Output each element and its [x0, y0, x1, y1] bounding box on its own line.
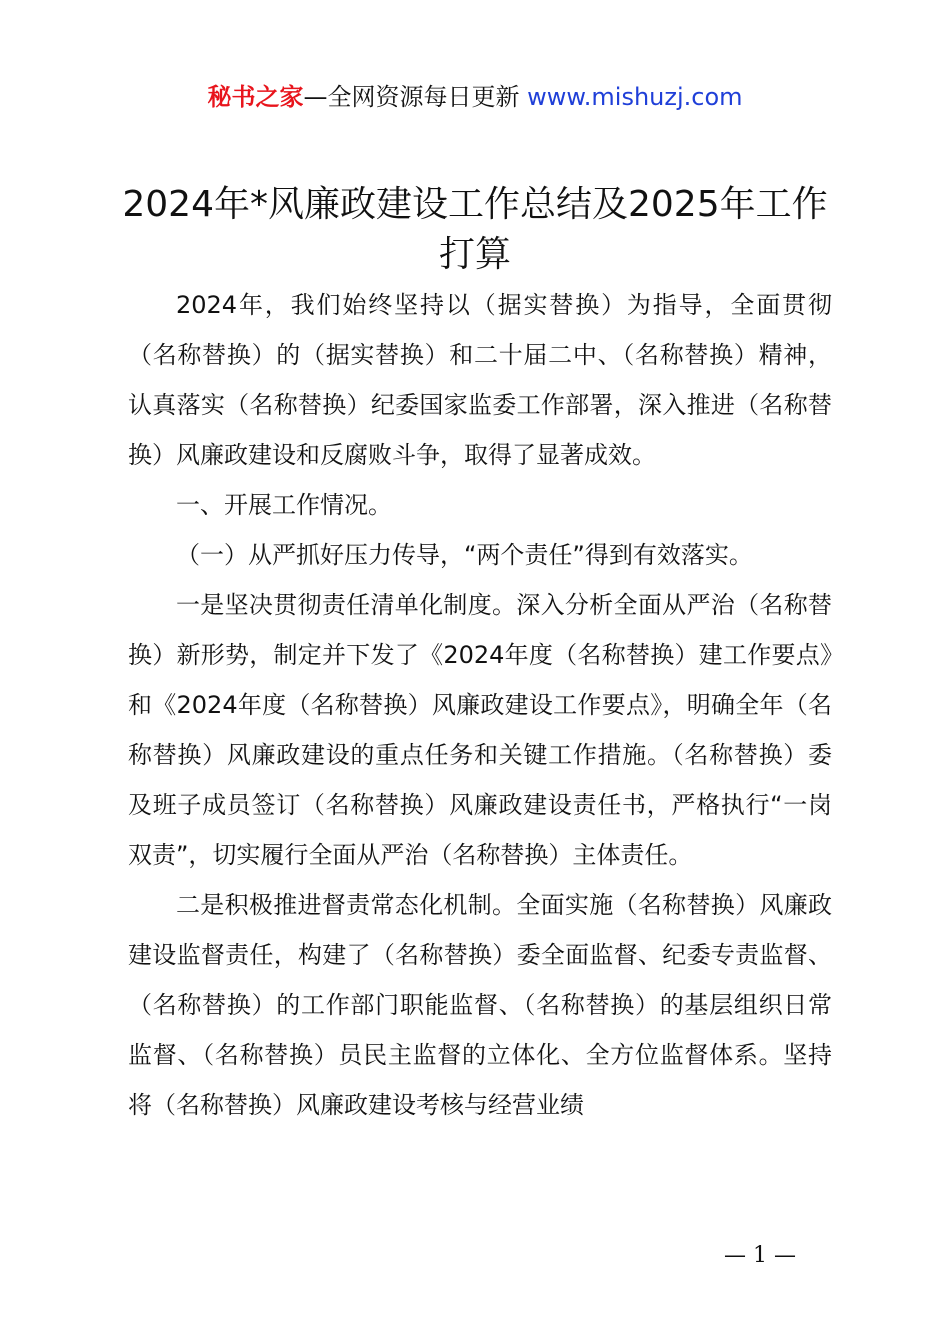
paragraph-item-2: 二是积极推进督责常态化机制。全面实施（名称替换）风廉政建设监督责任，构建了（名称替换）委全面监督、纪委专责监督、（名称替换）的工作部门职能监督、（名称替换）的基层组织日常监督、（名称替换）员民主监督的立体化、全方位监督体系。坚持将（名称替换）风廉政建设考核与经营业绩 [128, 891, 832, 1119]
paragraph-item-1: 一是坚决贯彻责任清单化制度。深入分析全面从严治（名称替换）新形势，制定并下发了《2024年度（名称替换）建工作要点》和《2024年度（名称替换）风廉政建设工作要点》，明确全年（名称替换）风廉政建设的重点任务和关键工作措施。（名称替换）委及班子成员签订（名称替换）风廉政建设责任书，严格执行“一岗双责”，切实履行全面从严治（名称替换）主体责任。 [128, 591, 832, 869]
site-tagline: —全网资源每日更新 [303, 83, 520, 111]
site-url-link[interactable]: www.mishuzj.com [527, 83, 743, 111]
document-title: 2024年*风廉政建设工作总结及2025年工作打算 [122, 184, 828, 275]
site-header [0, 80, 950, 114]
subsection-heading: （一）从严抓好压力传导，“两个责任”得到有效落实。 [176, 541, 753, 569]
document-body [128, 280, 832, 1130]
page-number: — 1 — [724, 1243, 796, 1268]
section-heading: 一、开展工作情况。 [176, 491, 392, 519]
paragraph-intro: 2024年，我们始终坚持以（据实替换）为指导，全面贯彻（名称替换）的（据实替换）和二十届二中、（名称替换）精神，认真落实（名称替换）纪委国家监委工作部署，深入推进（名称替换）风廉政建设和反腐败斗争，取得了显著成效。 [128, 291, 832, 469]
site-brand: 秘书之家 [207, 83, 304, 111]
